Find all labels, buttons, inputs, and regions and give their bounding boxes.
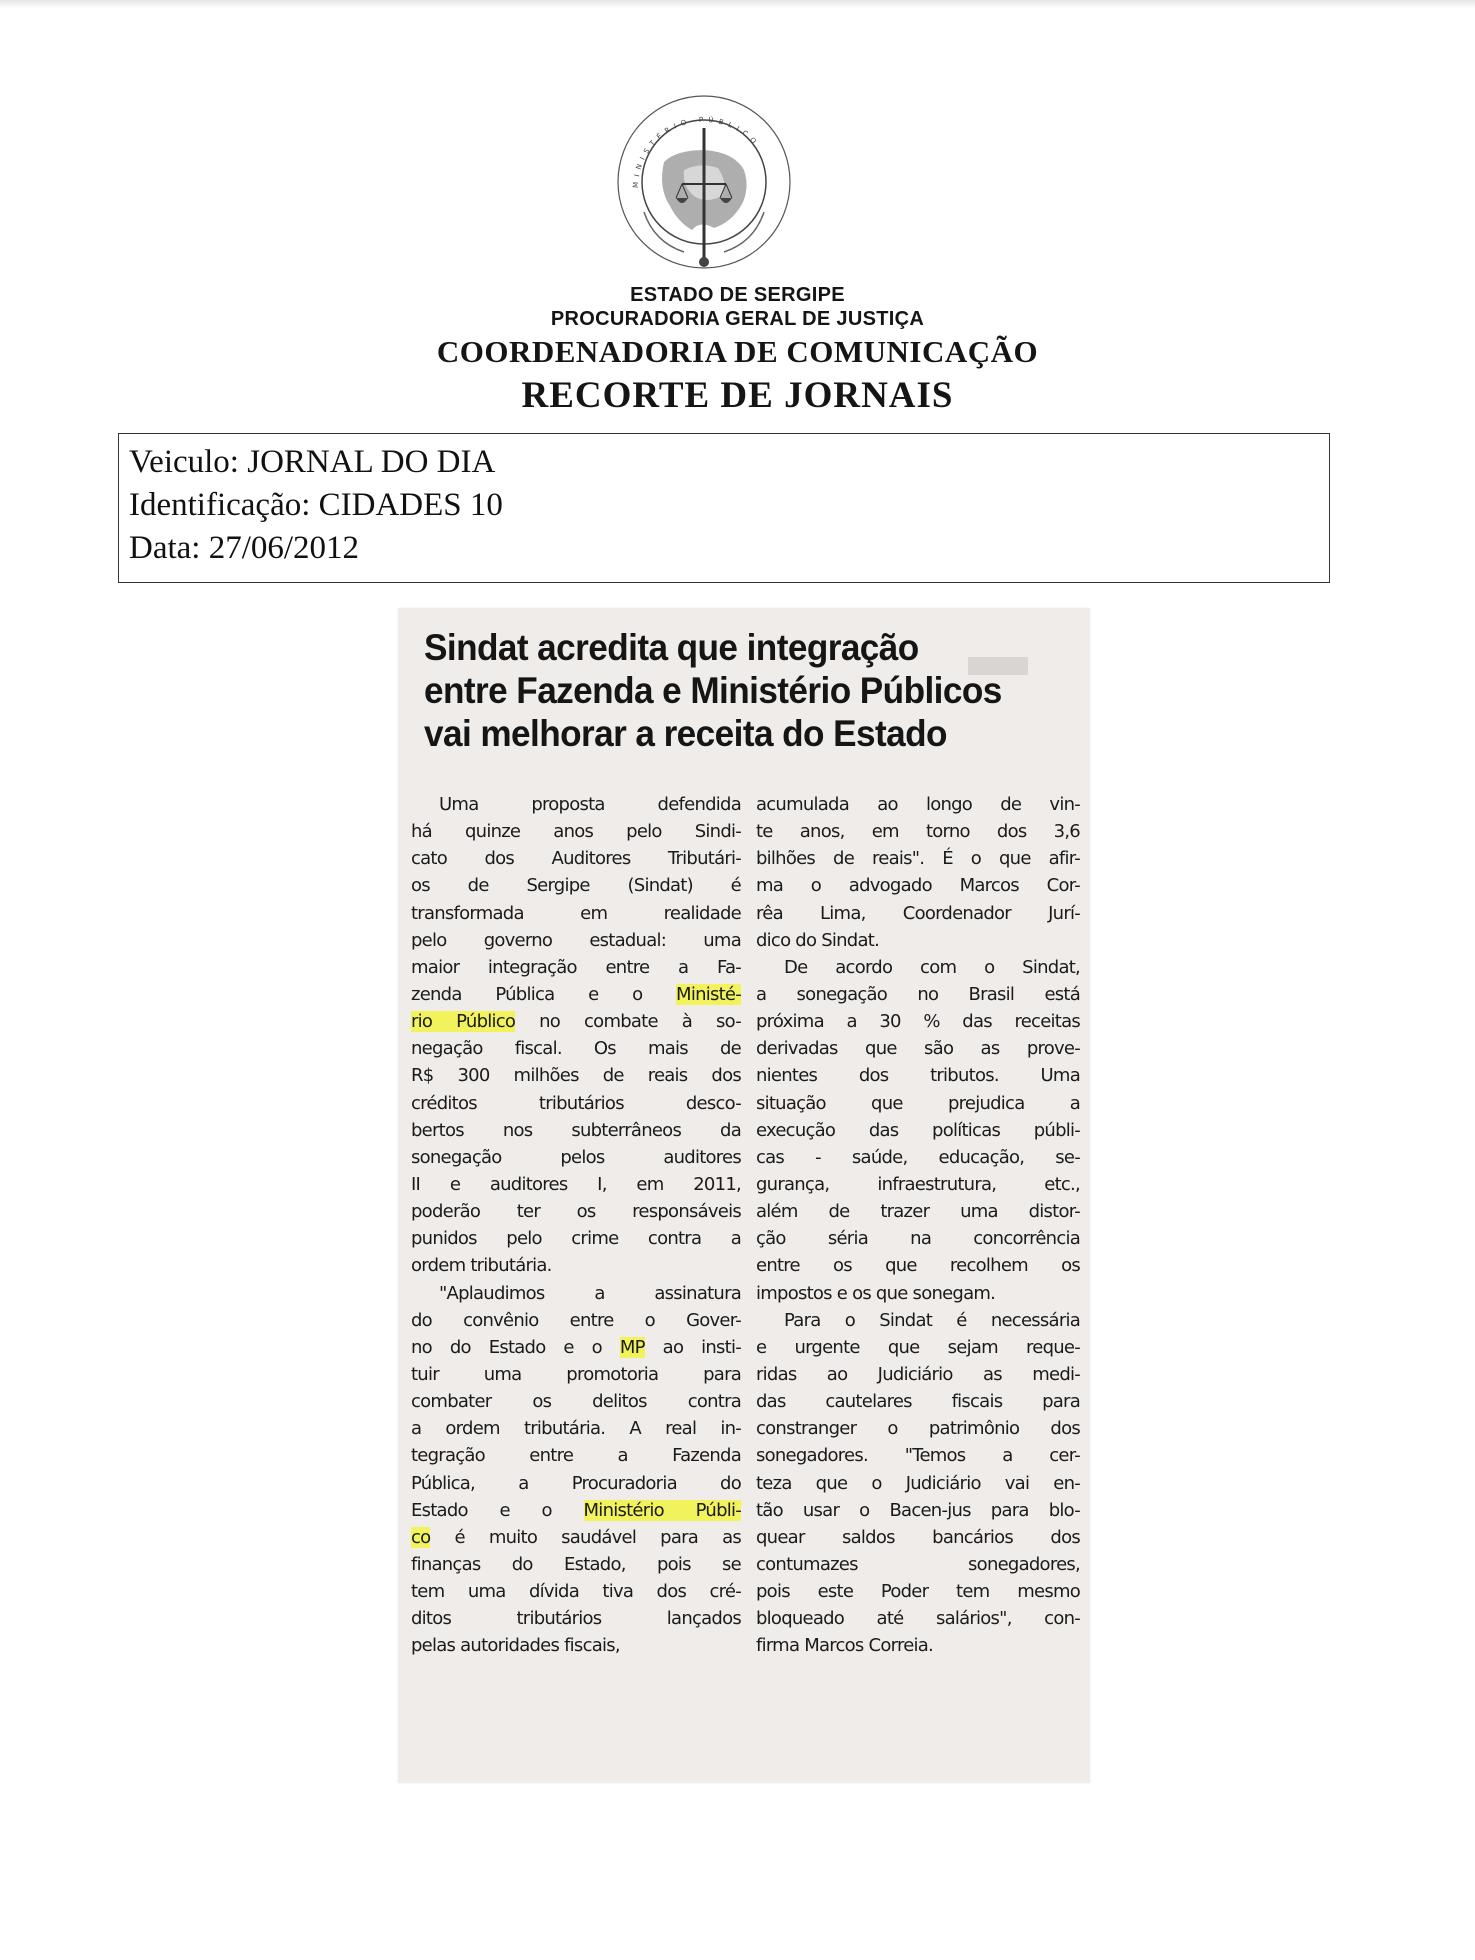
bleed-through-decoration: ▬ xyxy=(968,621,1028,688)
article-line: tuir uma promotoria para xyxy=(411,1363,741,1385)
header-recorte-title: RECORTE DE JORNAIS xyxy=(521,375,954,416)
article-line: Pública, a Procuradoria do xyxy=(411,1472,741,1494)
clipping-info-box xyxy=(118,433,1330,583)
highlighted-text: rio Público xyxy=(411,1011,516,1033)
article-line: punidos pelo crime contra a xyxy=(411,1228,741,1250)
article-line: sonegação pelos auditores xyxy=(411,1146,741,1168)
highlighted-text: co xyxy=(411,1526,431,1548)
headline-line: entre Fazenda e Ministério Públicos xyxy=(424,670,1002,711)
article-line: teza que o Judiciário vai en- xyxy=(756,1472,1080,1494)
article-line: próxima a 30 % das receitas xyxy=(756,1011,1080,1033)
article-line: negação fiscal. Os mais de xyxy=(411,1038,741,1060)
article-line: gurança, infraestrutura, etc., xyxy=(756,1173,1080,1195)
article-line: rêa Lima, Coordenador Jurí- xyxy=(756,902,1080,924)
article-line: pelas autoridades fiscais, xyxy=(411,1635,620,1657)
highlighted-text: MP xyxy=(619,1336,645,1358)
article-line: constranger o patrimônio dos xyxy=(756,1418,1080,1440)
article-line: derivadas que são as prove- xyxy=(756,1038,1080,1060)
article-line: Para o Sindat é necessária xyxy=(784,1309,1080,1331)
info-veiculo: Veiculo: JORNAL DO DIA xyxy=(129,444,496,480)
article-line: cato dos Auditores Tributári- xyxy=(411,848,741,870)
newspaper-clipping xyxy=(398,608,1090,1783)
article-line: nientes dos tributos. Uma xyxy=(756,1065,1080,1087)
seal-lettering: MINISTÉRIO PÚBLICO xyxy=(631,115,761,189)
article-line: combater os delitos contra xyxy=(411,1391,741,1413)
article-line: De acordo com o Sindat, xyxy=(784,956,1080,978)
article-line: bloqueado até salários", con- xyxy=(756,1608,1080,1630)
article-line: contumazes sonegadores, xyxy=(756,1553,1080,1575)
header-procuradoria: PROCURADORIA GERAL DE JUSTIÇA xyxy=(550,308,925,330)
header-state: ESTADO DE SERGIPE xyxy=(630,284,845,306)
article-line: Estado e o Ministério Públi- xyxy=(411,1499,741,1521)
article-line: tem uma dívida tiva dos cré- xyxy=(411,1581,741,1603)
article-line: cas - saúde, educação, se- xyxy=(756,1146,1080,1168)
article-line: situação que prejudica a xyxy=(756,1092,1080,1114)
highlighted-text: Ministé- xyxy=(676,983,741,1005)
article-line: bertos nos subterrâneos da xyxy=(411,1119,741,1141)
article-line: entre os que recolhem os xyxy=(756,1255,1080,1277)
ministerio-publico-seal-icon xyxy=(614,92,794,272)
article-line: e urgente que sejam reque- xyxy=(756,1336,1080,1358)
highlighted-text: Ministério Públi- xyxy=(583,1499,741,1521)
article-line: firma Marcos Correia. xyxy=(756,1635,934,1657)
article-line: poderão ter os responsáveis xyxy=(411,1201,741,1223)
article-line: ma o advogado Marcos Cor- xyxy=(756,875,1080,897)
article-line: quear saldos bancários dos xyxy=(756,1526,1080,1548)
article-line: Uma proposta defendida xyxy=(439,794,741,815)
article-line: a ordem tributária. A real in- xyxy=(411,1418,741,1440)
article-line: no do Estado e o MP ao insti- xyxy=(411,1336,741,1358)
article-line: pelo governo estadual: uma xyxy=(411,929,741,951)
article-line: acumulada ao longo de vin- xyxy=(756,794,1080,815)
article-line: co é muito saudável para as xyxy=(411,1526,741,1548)
article-line: ditos tributários lançados xyxy=(411,1608,741,1630)
article-line: pois este Poder tem mesmo xyxy=(756,1581,1080,1603)
scan-edge xyxy=(0,0,1475,8)
article-line: "Aplaudimos a assinatura xyxy=(439,1282,741,1304)
article-line: ridas ao Judiciário as medi- xyxy=(756,1363,1080,1385)
article-line: maior integração entre a Fa- xyxy=(411,956,741,978)
article-line: tegração entre a Fazenda xyxy=(411,1445,741,1467)
article-line: do convênio entre o Gover- xyxy=(411,1309,741,1331)
article-line: zenda Pública e o Ministé- xyxy=(411,983,741,1005)
article-line: finanças do Estado, pois se xyxy=(411,1553,741,1575)
info-identificacao: Identificação: CIDADES 10 xyxy=(129,487,503,523)
article-line: ção séria na concorrência xyxy=(756,1228,1080,1250)
info-data: Data: 27/06/2012 xyxy=(129,530,360,566)
headline-line: vai melhorar a receita do Estado xyxy=(424,713,947,754)
article-line: das cautelares fiscais para xyxy=(756,1391,1080,1413)
article-line: R$ 300 milhões de reais dos xyxy=(411,1065,741,1087)
article-line: execução das políticas públi- xyxy=(756,1119,1080,1141)
header-coordenadoria: COORDENADORIA DE COMUNICAÇÃO xyxy=(436,334,1039,369)
article-line: tão usar o Bacen-jus para blo- xyxy=(756,1499,1080,1521)
article-line: ordem tributária. xyxy=(411,1255,552,1277)
article-line: II e auditores I, em 2011, xyxy=(411,1173,741,1195)
article-line: além de trazer uma distor- xyxy=(756,1201,1080,1223)
article-column-right xyxy=(756,791,1080,1660)
article-line: te anos, em torno dos 3,6 xyxy=(756,821,1080,843)
article-line: transformada em realidade xyxy=(411,902,741,924)
headline-line: Sindat acredita que integração xyxy=(424,627,919,668)
article-column-left xyxy=(411,791,741,1660)
article-line: os de Sergipe (Sindat) é xyxy=(411,875,741,897)
article-line: a sonegação no Brasil está xyxy=(756,983,1080,1005)
article-headline xyxy=(424,626,1051,755)
article-line: há quinze anos pelo Sindi- xyxy=(411,821,741,843)
article-line: créditos tributários desco- xyxy=(411,1092,741,1114)
article-line: dico do Sindat. xyxy=(756,929,880,951)
article-line: impostos e os que sonegam. xyxy=(756,1282,996,1304)
article-line: bilhões de reais". É o que afir- xyxy=(756,848,1080,870)
article-line: rio Público no combate à so- xyxy=(411,1011,741,1033)
article-line: sonegadores. "Temos a cer- xyxy=(756,1445,1080,1467)
